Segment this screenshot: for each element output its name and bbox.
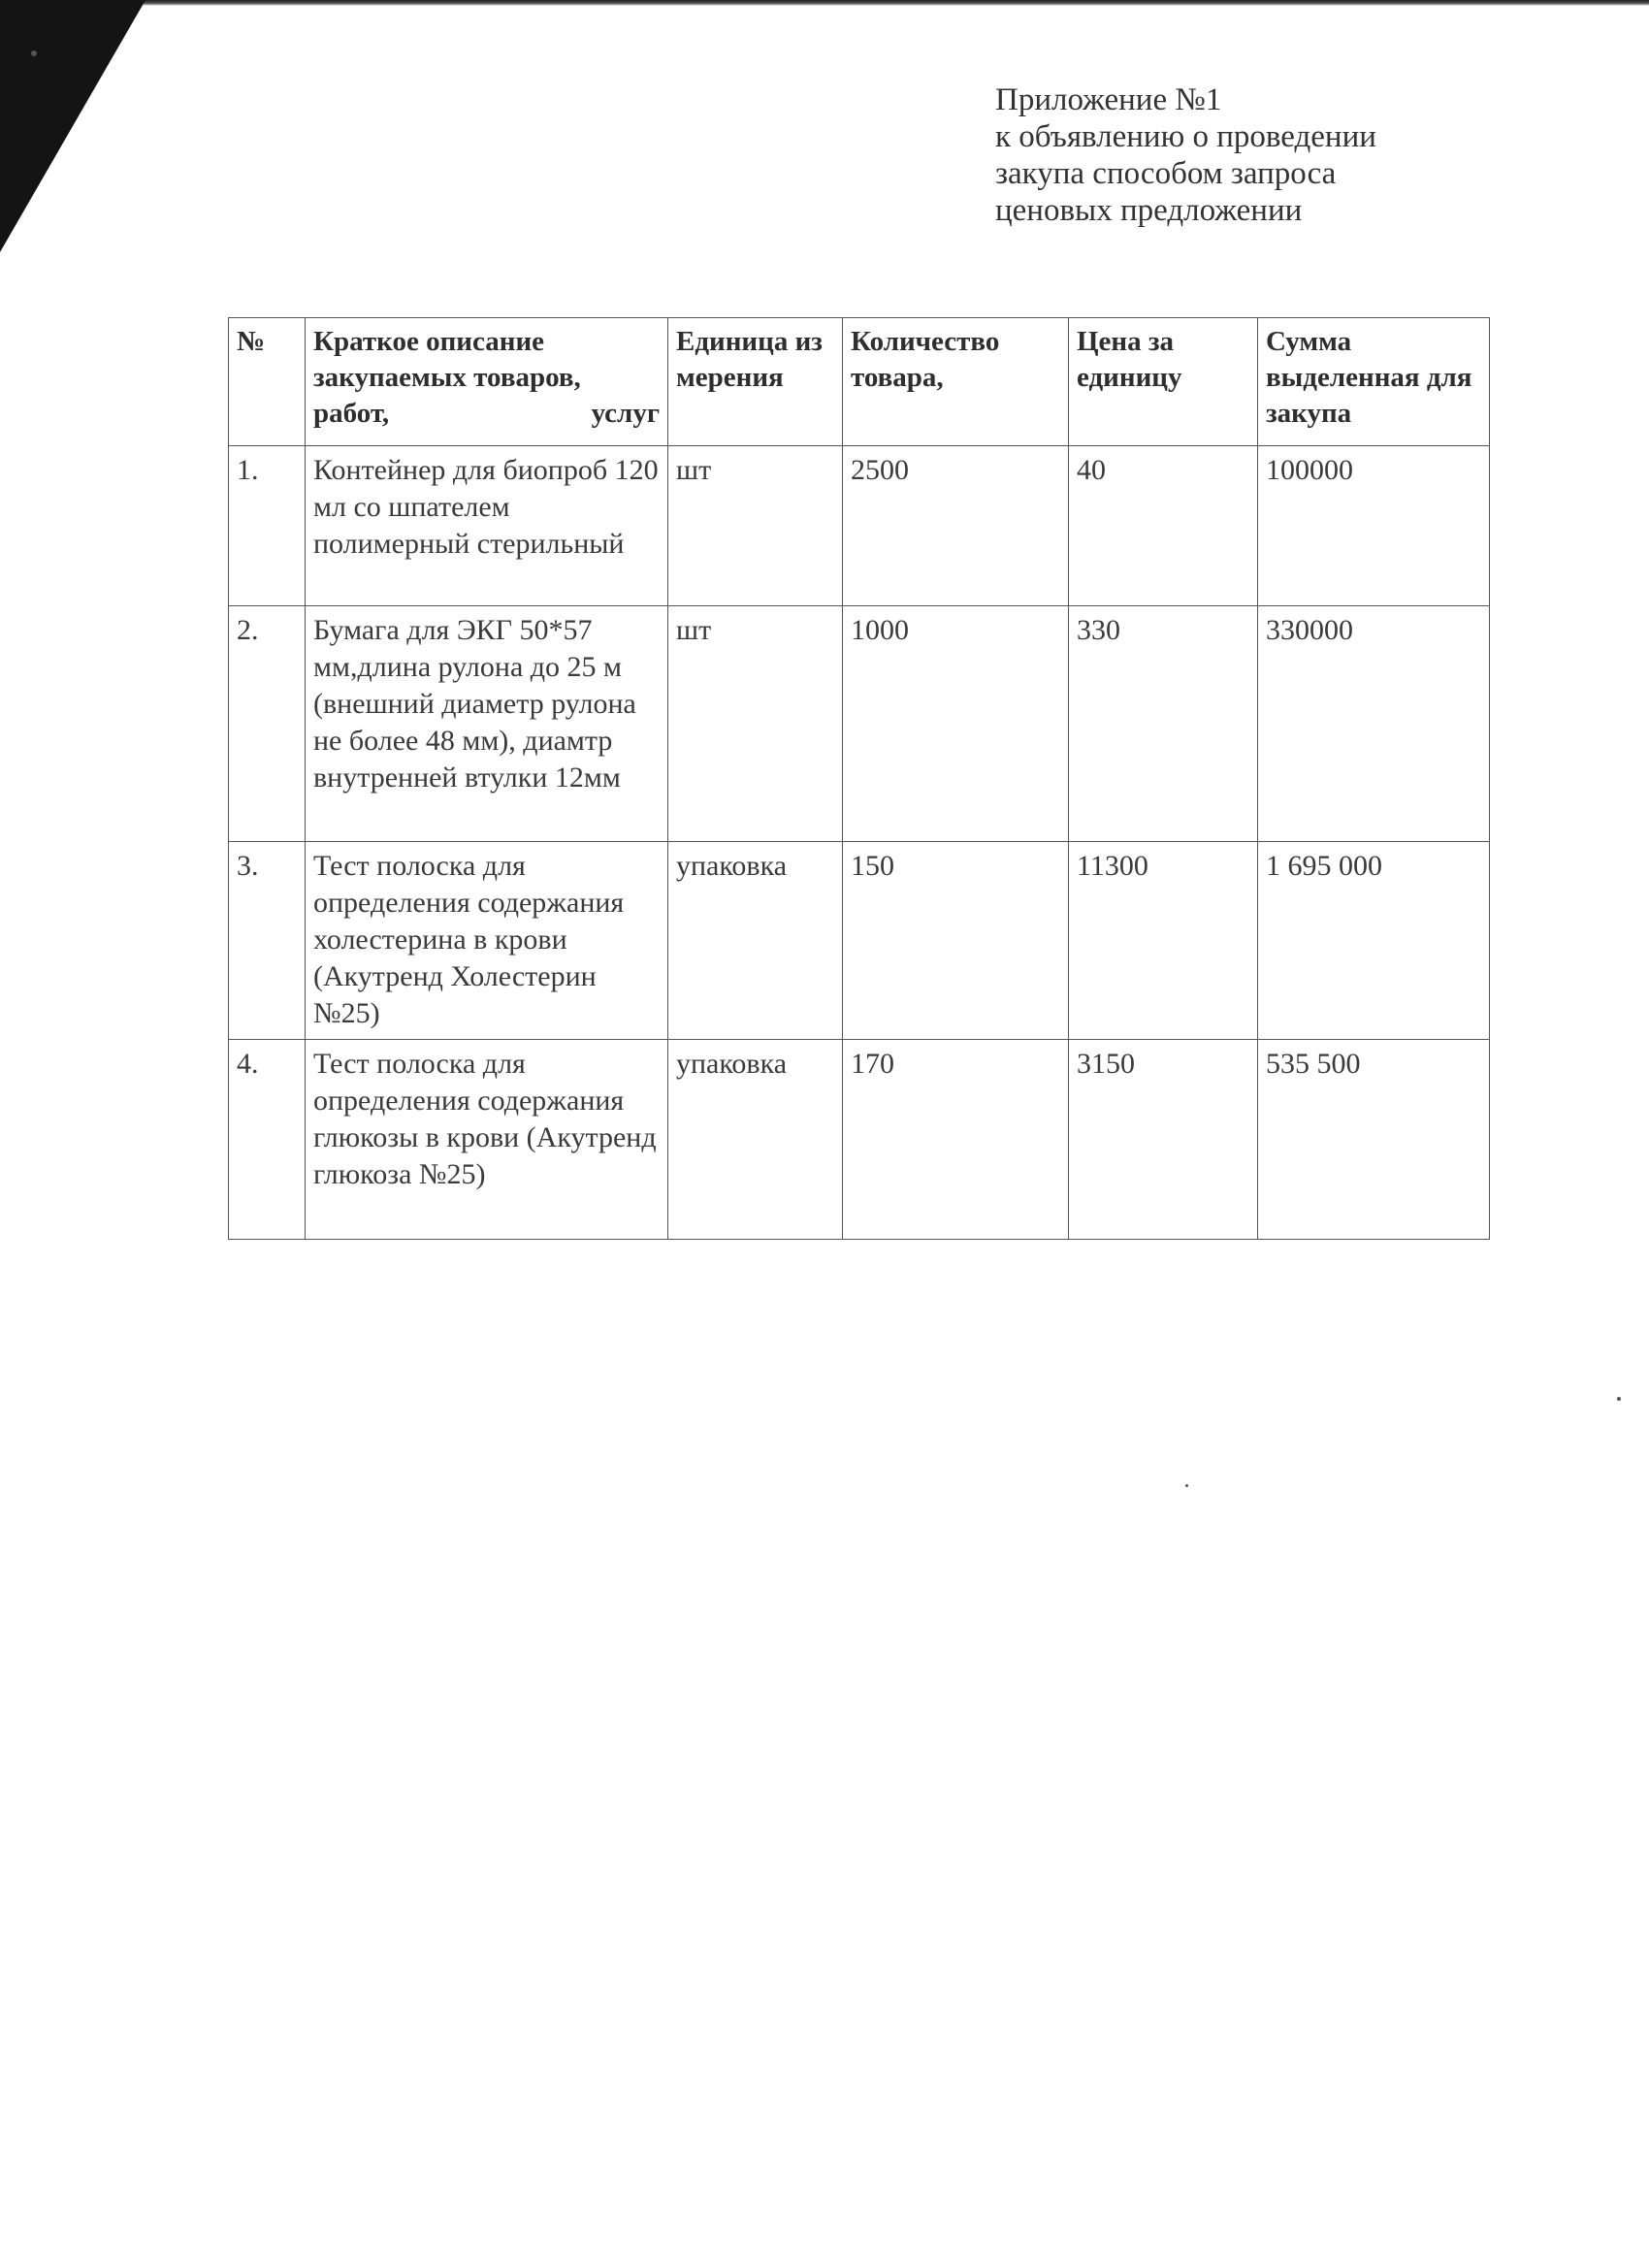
cell-quantity: 150 (843, 842, 1069, 1040)
cell-price: 40 (1069, 446, 1258, 606)
cell-description: Бумага для ЭКГ 50*57 мм,длина рулона до 25 м (внешний диаметр рулона не более 48 мм), диамтр внутренней втулки 12мм (306, 606, 668, 842)
cell-quantity: 170 (843, 1040, 1069, 1240)
table-row (229, 606, 1490, 842)
cell-sum: 535 500 (1258, 1040, 1490, 1240)
cell-price: 3150 (1069, 1040, 1258, 1240)
cell-quantity: 2500 (843, 446, 1069, 606)
appendix-line: ценовых предложении (995, 193, 1303, 228)
cell-description: Тест полоска для определения содержания холестерина в крови (Акутренд Холестерин №25) (306, 842, 668, 1040)
scan-corner-shadow (0, 0, 146, 252)
cell-sum: 330000 (1258, 606, 1490, 842)
cell-unit: шт (668, 606, 843, 842)
cell-price: 11300 (1069, 842, 1258, 1040)
cell-num: 4. (229, 1040, 306, 1240)
scan-speck (31, 50, 37, 56)
table-row (229, 446, 1490, 606)
appendix-line: закупа способом запроса (995, 156, 1337, 191)
header-unit: Единица измерения (668, 318, 843, 446)
scan-speck (1617, 1397, 1621, 1401)
cell-unit: упаковка (668, 842, 843, 1040)
header-price: Цена за единицу (1069, 318, 1258, 446)
procurement-table (228, 317, 1490, 1240)
cell-description: Контейнер для биопроб 120 мл со шпателем полимерный стерильный (306, 446, 668, 606)
table-row (229, 1040, 1490, 1240)
scan-edge (0, 0, 1649, 6)
cell-unit: упаковка (668, 1040, 843, 1240)
table-row (229, 842, 1490, 1040)
header-quantity: Количество товара, (843, 318, 1069, 446)
header-num: № (229, 318, 306, 446)
cell-price: 330 (1069, 606, 1258, 842)
cell-sum: 1 695 000 (1258, 842, 1490, 1040)
cell-unit: шт (668, 446, 843, 606)
appendix-line: к объявлению о проведении (995, 119, 1376, 154)
cell-description: Тест полоска для определения содержания глюкозы в крови (Акутренд глюкоза №25) (306, 1040, 668, 1240)
appendix-header (995, 81, 1376, 229)
header-sum: Сумма выделенная для закупа (1258, 318, 1490, 446)
cell-num: 3. (229, 842, 306, 1040)
cell-sum: 100000 (1258, 446, 1490, 606)
table-header-row (229, 318, 1490, 446)
cell-quantity: 1000 (843, 606, 1069, 842)
appendix-title: Приложение №1 (995, 82, 1222, 117)
cell-num: 2. (229, 606, 306, 842)
header-description: Краткое описание закупаемых товаров, работ, услуг (306, 318, 668, 446)
scan-speck (1185, 1484, 1188, 1487)
cell-num: 1. (229, 446, 306, 606)
